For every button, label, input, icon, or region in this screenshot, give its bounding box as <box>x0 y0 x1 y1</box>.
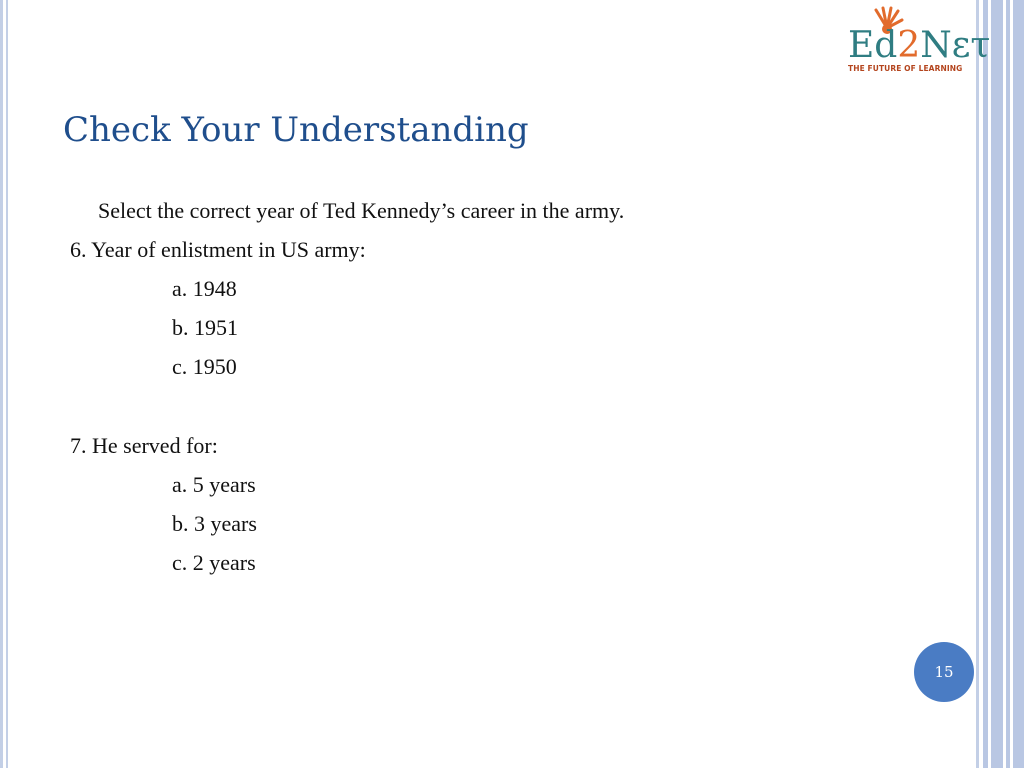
slide-title: Check Your Understanding <box>63 110 529 150</box>
instruction-text: Select the correct year of Ted Kennedy’s career in the army. <box>98 198 625 223</box>
logo-tagline: THE FUTURE OF LEARNING <box>848 64 963 73</box>
right-border-bar-5 <box>1013 0 1024 768</box>
left-border-bar-thin <box>6 0 8 768</box>
page-number-badge <box>914 642 974 702</box>
question-6-option-b: b. 1951 <box>172 315 238 340</box>
question-7-option-c: c. 2 years <box>172 550 256 575</box>
right-border-bar-4 <box>1006 0 1010 768</box>
question-7-option-a: a. 5 years <box>172 472 256 497</box>
question-7: 7. He served for: <box>70 433 218 458</box>
logo-word-net: Νετ <box>920 25 991 66</box>
left-border-bar <box>0 0 3 768</box>
right-border-bar-1 <box>976 0 979 768</box>
question-6: 6. Year of enlistment in US army: <box>70 237 366 262</box>
logo-word-two: 2 <box>897 25 921 66</box>
right-border-bar-3 <box>991 0 1003 768</box>
logo-wordmark <box>848 26 990 66</box>
page-number: 15 <box>934 663 954 681</box>
right-border-bar-2 <box>983 0 988 768</box>
logo-word-ed: Ed <box>848 25 898 66</box>
question-7-option-b: b. 3 years <box>172 511 257 536</box>
question-6-option-c: c. 1950 <box>172 354 237 379</box>
ed2net-logo <box>838 6 991 76</box>
question-6-option-a: a. 1948 <box>172 276 237 301</box>
